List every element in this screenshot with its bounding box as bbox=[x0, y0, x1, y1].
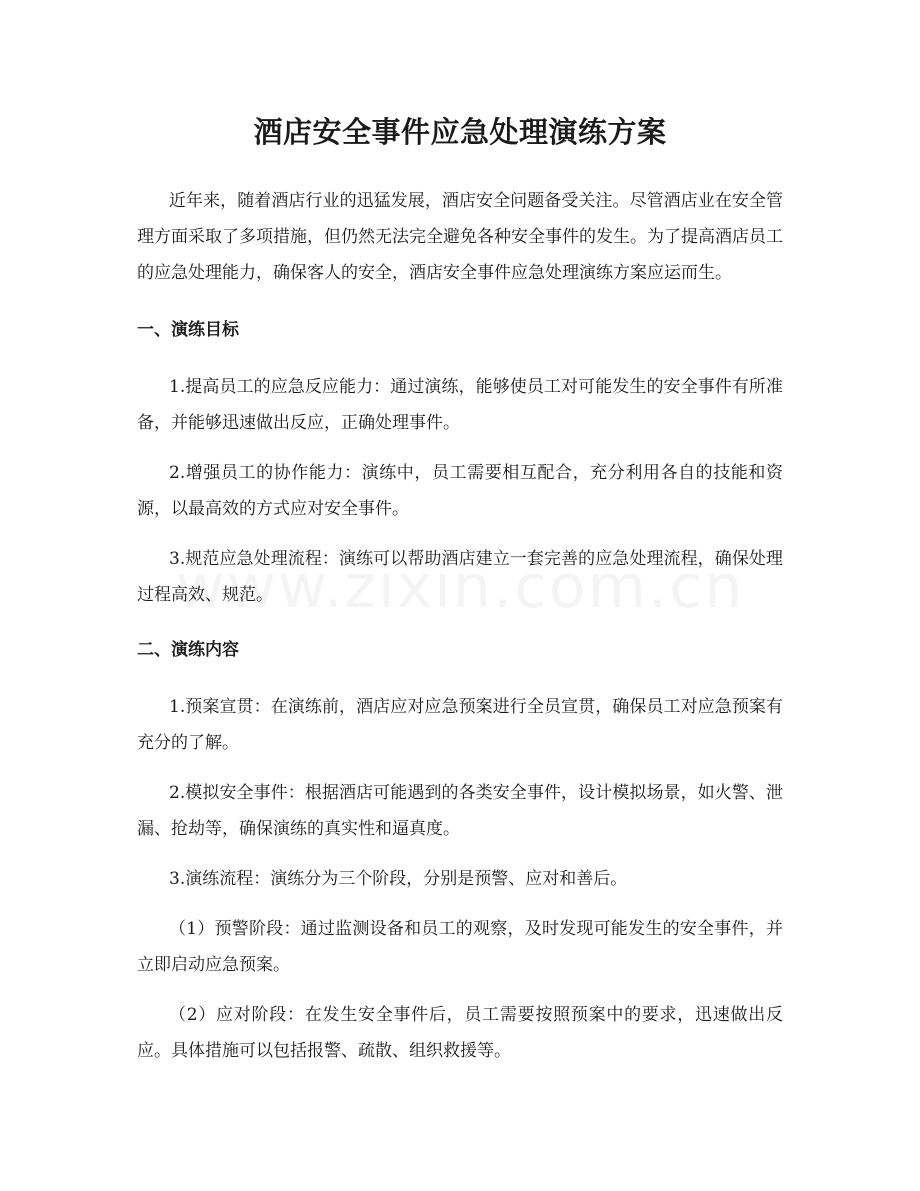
content-item-1: 1.预案宣贯：在演练前，酒店应对应急预案进行全员宣贯，确保员工对应急预案有充分的了解。 bbox=[137, 697, 783, 753]
intro-paragraph: 近年来，随着酒店行业的迅猛发展，酒店安全问题备受关注。尽管酒店业在安全管理方面采取了多项措施，但仍然无法完全避免各种安全事件的发生。为了提高酒店员工的应急处理能力，确保客人的安全，酒店安全事件应急处理演练方案应运而生。 bbox=[137, 191, 783, 283]
section-heading-content: 二、演练内容 bbox=[137, 640, 239, 660]
content-item-3-stage-2: （2）应对阶段：在发生安全事件后，员工需要按照预案中的要求，迅速做出反应。具体措施可以包括报警、疏散、组织救援等。 bbox=[137, 1005, 783, 1061]
section-heading-goals: 一、演练目标 bbox=[137, 320, 239, 340]
document-title: 酒店安全事件应急处理演练方案 bbox=[253, 115, 667, 149]
content-item-3-stage-1: （1）预警阶段：通过监测设备和员工的观察，及时发现可能发生的安全事件，并立即启动应急预案。 bbox=[137, 919, 783, 975]
goal-item-1: 1.提高员工的应急反应能力：通过演练，能够使员工对可能发生的安全事件有所准备，并能够迅速做出反应，正确处理事件。 bbox=[137, 377, 783, 433]
content-item-2: 2.模拟安全事件：根据酒店可能遇到的各类安全事件，设计模拟场景，如火警、泄漏、抢劫等，确保演练的真实性和逼真度。 bbox=[137, 783, 783, 839]
content-item-3: 3.演练流程：演练分为三个阶段，分别是预警、应对和善后。 bbox=[169, 869, 628, 889]
goal-item-2: 2.增强员工的协作能力：演练中，员工需要相互配合，充分利用各自的技能和资源，以最高效的方式应对安全事件。 bbox=[137, 463, 783, 519]
goal-item-3: 3.规范应急处理流程：演练可以帮助酒店建立一套完善的应急处理流程，确保处理过程高效、规范。 bbox=[137, 549, 783, 605]
